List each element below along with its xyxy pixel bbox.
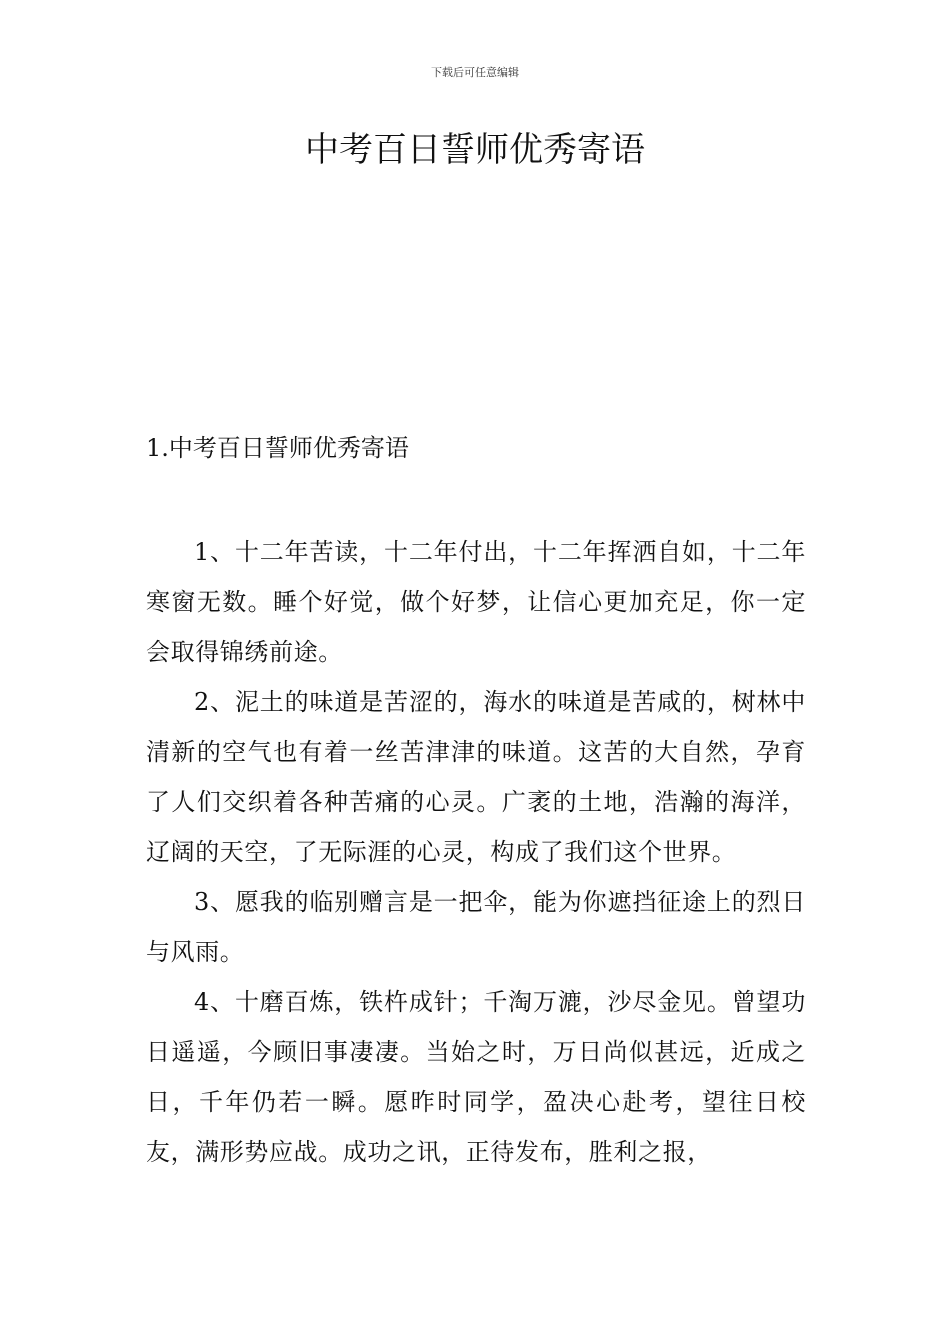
section-heading: 1.中考百日誓师优秀寄语: [146, 434, 409, 462]
paragraph-2: 2、泥土的味道是苦涩的，海水的味道是苦咸的，树林中清新的空气也有着一丝苦津津的味道。这苦的大自然，孕育了人们交织着各种苦痛的心灵。广袤的土地，浩瀚的海洋，辽阔的天空，了无际涯的心灵，构成了我们这个世界。: [146, 688, 806, 866]
paragraph-3: 3、愿我的临别赠言是一把伞，能为你遮挡征途上的烈日与风雨。: [146, 888, 806, 966]
document-title: 中考百日誓师优秀寄语: [305, 130, 645, 170]
header-note: 下载后可任意编辑: [431, 66, 519, 79]
paragraph-4: 4、十磨百炼，铁杵成针；千淘万漉，沙尽金见。曾望功日遥遥，今顾旧事凄凄。当始之时，万日尚似甚远，近成之日，千年仍若一瞬。愿昨时同学，盈决心赴考，望往日校友，满形势应战。成功之讯，正待发布，胜利之报，: [146, 988, 806, 1166]
paragraph-1: 1、十二年苦读，十二年付出，十二年挥洒自如，十二年寒窗无数。睡个好觉，做个好梦，让信心更加充足，你一定会取得锦绣前途。: [146, 538, 806, 666]
body-text: [146, 527, 806, 1177]
